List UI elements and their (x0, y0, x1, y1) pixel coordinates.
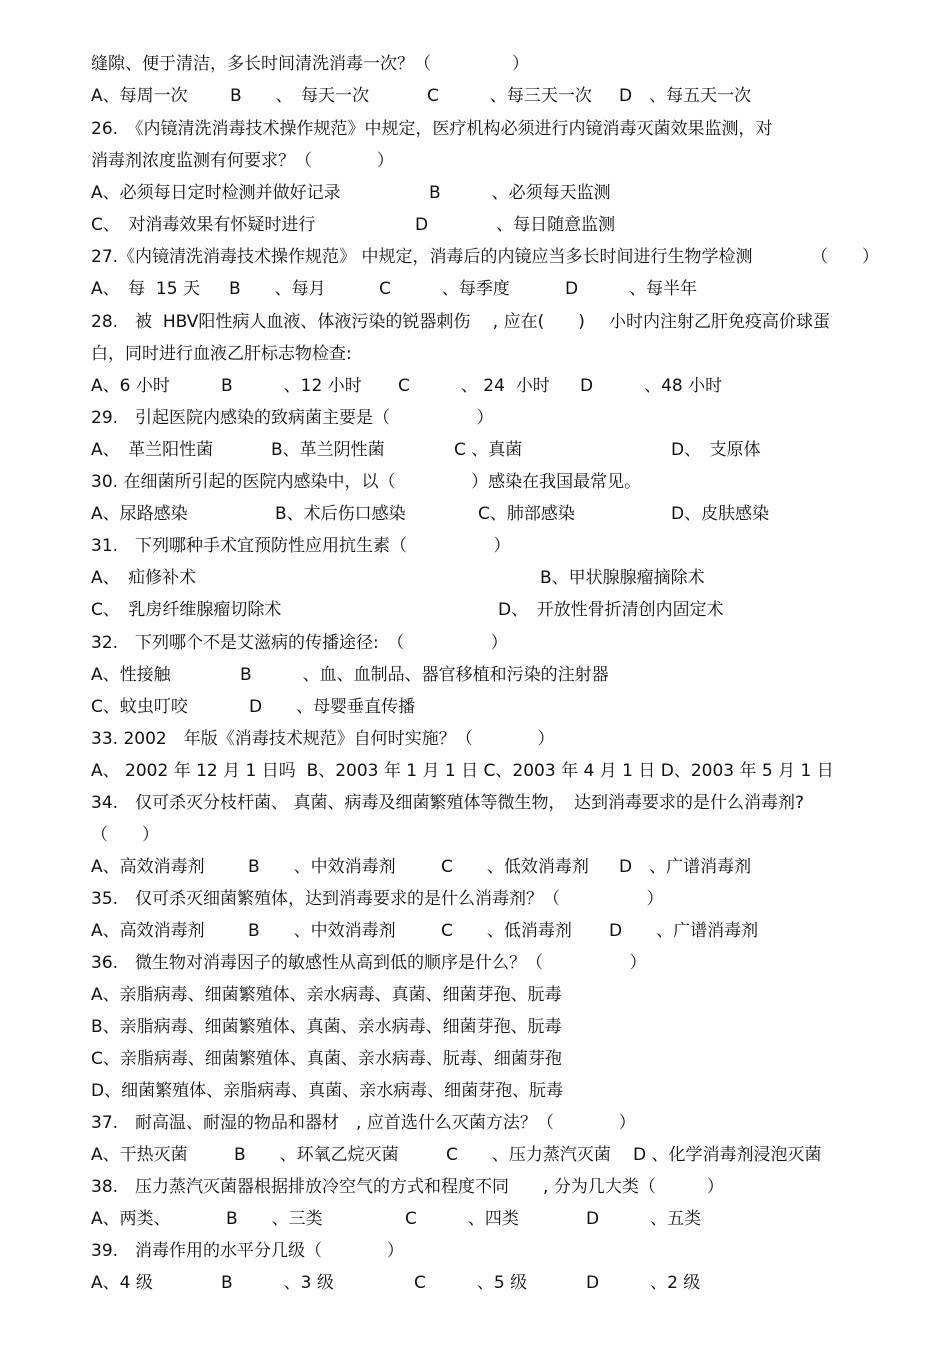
option-b: B 、血、血制品、器官移植和污染的注射器 (240, 665, 609, 685)
option-c: C 、 24 小时 (398, 376, 550, 396)
text-segment: 39. 消毒作用的水平分几级（ ） (91, 1241, 404, 1261)
option-a: A、必须每日定时检测并做好记录 (91, 183, 341, 203)
option-b: B、亲脂病毒、细菌繁殖体、真菌、亲水病毒、细菌芽孢、朊毒 (91, 1017, 562, 1037)
option-c: C 、每季度 (379, 279, 510, 299)
option-a: A、干热灭菌 (91, 1145, 188, 1165)
option-b: B、革兰阴性菌 (271, 440, 385, 460)
option-b: B 、必须每天监测 (429, 183, 611, 203)
option-a: A、亲脂病毒、细菌繁殖体、亲水病毒、真菌、细菌芽孢、朊毒 (91, 985, 562, 1005)
text-segment: 消毒剂浓度监测有何要求？（ ） (91, 151, 394, 171)
text-segment: 26. 《内镜清洗消毒技术操作规范》中规定，医疗机构必须进行内镜消毒灭菌效果监测，对 (91, 119, 773, 139)
option-b: B、术后伤口感染 (275, 504, 406, 524)
option-d: D 、广谱消毒剂 (619, 857, 752, 877)
text-segment: 27.《内镜清洗消毒技术操作规范》 中规定，消毒后的内镜应当多长时间进行生物学检测 (91, 247, 753, 267)
option-a: A、尿路感染 (91, 504, 188, 524)
text-segment: 缝隙、便于清洁，多长时间清洗消毒一次？（ ） (91, 54, 530, 74)
option-a: A、两类、 (91, 1209, 171, 1229)
option-d: D、 开放性骨折清创内固定术 (498, 600, 724, 620)
option-b: B 、每月 (229, 279, 326, 299)
text-segment: 35. 仅可杀灭细菌繁殖体，达到消毒要求的是什么消毒剂？（ ） (91, 889, 664, 909)
option-d: D 、2 级 (586, 1273, 701, 1293)
option-a: A、性接触 (91, 665, 171, 685)
option-b: B 、 每天一次 (230, 86, 370, 106)
answer-blank: （ ） (811, 247, 879, 267)
option-c: C、蚊虫叮咬 (91, 697, 188, 717)
option-b: B、甲状腺腺瘤摘除术 (540, 568, 705, 588)
option-c: C、肺部感染 (478, 504, 575, 524)
option-a: A、高效消毒剂 (91, 857, 205, 877)
option-c: C 、低消毒剂 (441, 921, 572, 941)
text-segment: 小时内注射乙肝免疫高价球蛋 (609, 312, 830, 332)
text-segment: 28. 被 HBV阳性病人血液、体液污染的锐器刺伤 , 应在( ) (91, 312, 585, 332)
option-b: B 、三类 (226, 1209, 323, 1229)
option-c: C、 对消毒效果有怀疑时进行 (91, 215, 316, 235)
option-line: A、 2002 年 12 月 1 日吗 B、2003 年 1 月 1 日 C、2003 年 4 月 1 日 D、2003 年 5 月 1 日 (91, 761, 834, 781)
text-segment: 32. 下列哪个不是艾滋病的传播途径: （ ） (91, 633, 508, 653)
option-a: A、 革兰阳性菌 (91, 440, 214, 460)
text-segment: 38. 压力蒸汽灭菌器根据排放冷空气的方式和程度不同 , 分为几大类（ ） (91, 1177, 724, 1197)
option-a: A、每周一次 (91, 86, 188, 106)
option-b: B 、中效消毒剂 (248, 857, 396, 877)
option-d: D、皮肤感染 (671, 504, 770, 524)
option-c: C 、每三天一次 (427, 86, 592, 106)
text-segment: 31. 下列哪种手术宜预防性应用抗生素（ ） (91, 536, 511, 556)
option-b: B 、12 小时 (221, 376, 362, 396)
option-c: C 、真菌 (454, 440, 523, 460)
option-c: C、亲脂病毒、细菌繁殖体、真菌、亲水病毒、朊毒、细菌芽孢 (91, 1049, 562, 1069)
option-a: A、 每 15 天 (91, 279, 200, 299)
option-d: D 、每五天一次 (619, 86, 752, 106)
text-segment: 29. 引起医院内感染的致病菌主要是（ ） (91, 408, 494, 428)
option-a: A、 疝修补术 (91, 568, 197, 588)
option-c: C 、5 级 (414, 1273, 528, 1293)
option-d: D 、母婴垂直传播 (249, 697, 416, 717)
option-b: B 、环氧乙烷灭菌 (234, 1145, 399, 1165)
text-segment: 34. 仅可杀灭分枝杆菌、 真菌、病毒及细菌繁殖体等微生物， 达到消毒要求的是什么消毒剂? (91, 793, 804, 813)
option-d: D 、广谱消毒剂 (609, 921, 759, 941)
text-segment: 36. 微生物对消毒因子的敏感性从高到低的顺序是什么？（ ） (91, 953, 647, 973)
option-a: A、4 级 (91, 1273, 153, 1293)
option-a: A、高效消毒剂 (91, 921, 205, 941)
option-d: D、细菌繁殖体、亲脂病毒、真菌、亲水病毒、细菌芽孢、朊毒 (91, 1081, 564, 1101)
option-b: B 、中效消毒剂 (248, 921, 396, 941)
text-segment: 33. 2002 年版《消毒技术规范》自何时实施？（ ） (91, 729, 555, 749)
text-segment: 白，同时进行血液乙肝标志物检查: (91, 344, 352, 364)
answer-blank: （ ） (91, 825, 159, 845)
text-segment: 37. 耐高温、耐湿的物品和器材 , 应首选什么灭菌方法？（ ） (91, 1113, 636, 1133)
text-segment: 30. 在细菌所引起的医院内感染中，以（ ）感染在我国最常见。 (91, 472, 642, 492)
option-d: D 、每半年 (565, 279, 698, 299)
option-c: C 、四类 (405, 1209, 519, 1229)
option-c: C 、压力蒸汽灭菌 (446, 1145, 611, 1165)
option-d: D 、48 小时 (580, 376, 723, 396)
option-c: C 、低效消毒剂 (441, 857, 589, 877)
option-d: D 、每日随意监测 (415, 215, 616, 235)
option-a: A、6 小时 (91, 376, 170, 396)
option-d: D 、化学消毒剂浸泡灭菌 (633, 1145, 822, 1165)
option-d: D 、五类 (586, 1209, 702, 1229)
option-d: D、 支原体 (671, 440, 761, 460)
option-c: C、 乳房纤维腺瘤切除术 (91, 600, 282, 620)
option-b: B 、3 级 (221, 1273, 334, 1293)
